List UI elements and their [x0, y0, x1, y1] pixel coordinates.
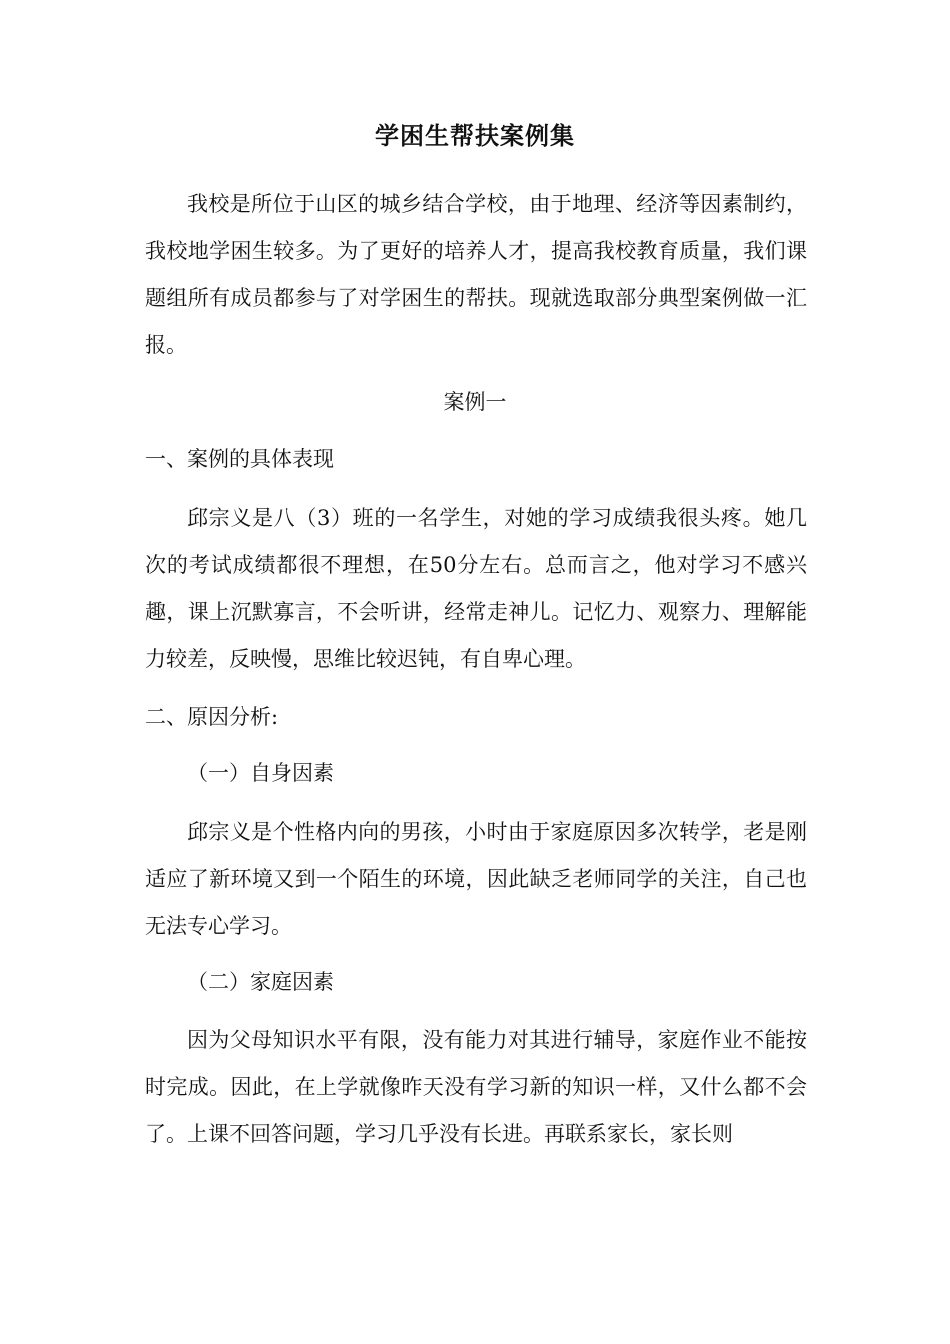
subheading-family-factors: （二）家庭因素 — [187, 970, 334, 994]
document-title: 学困生帮扶案例集 — [375, 122, 575, 150]
subheading-self-factors: （一）自身因素 — [187, 761, 334, 785]
performance-paragraph: 邱宗义是八（3）班的一名学生，对她的学习成绩我很头疼。她几次的考试成绩都很不理想，在50分左右。总而言之，他对学习不感兴趣，课上沉默寡言，不会听讲，经常走神儿。记忆力、观察力、理解能力较差，反映慢，思维比较迟钝，有自卑心理。 — [145, 506, 807, 671]
section-heading-cause-analysis: 二、原因分析: — [145, 705, 279, 729]
self-factors-paragraph: 邱宗义是个性格内向的男孩，小时由于家庭原因多次转学，老是刚适应了新环境又到一个陌生的环境，因此缺乏老师同学的关注，自己也无法专心学习。 — [145, 820, 807, 938]
intro-paragraph: 我校是所位于山区的城乡结合学校，由于地理、经济等因素制约，我校地学困生较多。为了更好的培养人才，提高我校教育质量，我们课题组所有成员都参与了对学困生的帮扶。现就选取部分典型案例做一汇报。 — [145, 192, 807, 357]
section-heading-performance: 一、案例的具体表现 — [145, 447, 334, 471]
family-factors-paragraph: 因为父母知识水平有限，没有能力对其进行辅导，家庭作业不能按时完成。因此，在上学就像昨天没有学习新的知识一样，又什么都不会了。上课不回答问题，学习几乎没有长进。再联系家长，家长则 — [145, 1028, 807, 1146]
case-heading: 案例一 — [443, 390, 507, 414]
